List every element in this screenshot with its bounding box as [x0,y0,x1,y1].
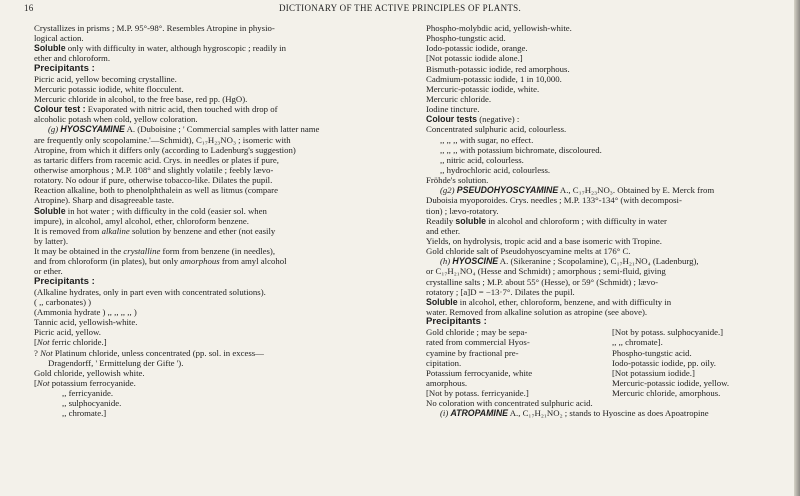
text-line: ( ,, carbonates) ) [34,296,92,307]
text-line: Colour test : Evaporated with nitric acid, then touched with drop of [34,104,278,115]
text-line: ,, sulphocyanide. [62,398,122,409]
text-line: alcoholic potash when cold, yellow coloration. [34,114,198,125]
text-line: ,, hydrochloric acid, colourless. [440,164,551,175]
right-column [426,23,786,418]
two-col-row: cyamine by fractional pre- Phospho-tungstic acid. [426,347,692,358]
text-line: ,, ferricyanide. [62,388,114,399]
text-line: Yields, on hydrolysis, tropic acid and a base isomeric with Tropine. [426,235,662,246]
text-line: Readily soluble in alcohol and chloroform ; with difficulty in water [426,215,667,226]
text-line: Soluble in alcohol, ether, chloroform, benzene, and with difficulty in [426,296,672,307]
text-line: ? Not Platinum chloride, unless concentrated (pp. sol. in excess— [34,347,264,358]
text-line: Soluble only with difficulty in water, although hygroscopic ; readily in [34,43,286,54]
soluble-label: Soluble [34,205,66,216]
entry-pseudohyoscyamine: (g2) PSEUDOHYOSCYAMINE A., C₁₇H₂₃NO₃. Obtained by E. Merck from [440,185,715,196]
text-line: otherwise amorphous ; M.P. 108° and slightly volatile ; feebly lævo- [34,164,274,175]
text-line: Dragendorff, ' Ermittelung der Gifte '). [48,357,184,368]
left-column [34,23,418,418]
text-line: [Not ferric chloride.] [34,337,107,348]
text-line: tion) ; lævo-rotatory. [426,205,499,216]
text-line: are frequently only scopolamine.'—Schmidt), C₁₇H₂₃NO₃ ; isomeric with [34,134,291,145]
page-header [24,3,776,17]
two-col-row: rated from commercial Hyos- ,, ,, chromate]. [426,337,663,348]
text-line: Iodine tincture. [426,104,480,115]
text-line: Iodo-potassic iodide, orange. [426,43,528,54]
precipitants-heading: Precipitants : [426,317,487,328]
entry-atropamine: (i) ATROPAMINE A., C₁₇H₂₁NO₂ ; stands to Hyoscine as does Apoatropine [440,408,709,419]
two-col-row: Gold chloride ; may be sepa- [Not by potass. sulphocyanide.] [426,327,724,338]
soluble-label: Soluble [34,43,66,54]
text-line: Soluble in hot water ; with difficulty in the cold (easier sol. when [34,205,267,216]
text-line: Bismuth-potassic iodide, red amorphous. [426,63,570,74]
text-line: Mercuric potassic iodide, white flocculent. [34,83,184,94]
text-line: ,, ,, ,, with sugar, no effect. [440,134,534,145]
text-line: It is removed from alkaline solution by benzene and ether (not easily [34,225,276,236]
text-line: Tannic acid, yellowish-white. [34,317,138,328]
precipitants-heading: Precipitants : [34,63,95,74]
text-line: [Not potassium ferrocyanide. [34,377,136,388]
precipitants-heading: Precipitants : [34,276,95,287]
text-line: ,, ,, ,, with potassium bichromate, discoloured. [440,144,602,155]
text-line: Reaction alkaline, both to phenolphthalein as well as litmus (compare [34,185,278,196]
text-line: No coloration with concentrated sulphuric acid. [426,398,593,409]
text-line: Mercuric chloride in alcohol, to the free base, red pp. (HgO). [34,93,248,104]
page-edge-shadow [794,0,800,496]
text-line: crystalline salts ; M.P. about 55° (Hesse), or 59° (Schmidt) ; lævo- [426,276,659,287]
text-line: Concentrated sulphuric acid, colourless. [426,124,567,135]
entry-hyoscyamine: (g) HYOSCYAMINE A. (Duboisine ; ' Commercial samples with latter name [48,124,320,135]
text-line: (Alkaline hydrates, only in part even with concentrated solutions). [34,286,266,297]
colour-test-label: Colour test : [34,104,86,115]
text-line: ,, chromate.] [62,408,107,419]
text-line: Duboisia myoporoides. Crys. needles ; M.P. 133°-134° (with decomposi- [426,195,682,206]
text-line: Fröhde's solution. [426,175,489,186]
text-line: Gold chloride, yellowish white. [34,367,145,378]
entry-title: ATROPAMINE [450,408,508,419]
text-line: Atropine, from which it differs only (according to Ladenburg's suggestion) [34,144,296,155]
soluble-label: Soluble [426,296,458,307]
text-line: Picric acid, yellow. [34,327,101,338]
text-line: rotatory. No odour if pure, otherwise tobacco-like. Dilates the pupil. [34,175,273,186]
text-line: It may be obtained in the crystalline form from benzene (in needles), [34,246,276,257]
two-col-row: Potassium ferrocyanide, white [Not potassium iodide.] [426,367,695,378]
entry-title: HYOSCYAMINE [60,124,125,135]
text-line: Crystallizes in prisms ; M.P. 95°-98°. Resembles Atropine in physio- [34,23,275,33]
text-line: ,, nitric acid, colourless. [440,154,524,165]
text-line: or C₁₇H₂₁NO₄ (Hesse and Schmidt) ; amorphous ; semi-fluid, giving [426,266,666,277]
two-col-row: cipitation. Iodo-potassic iodide, pp. oily. [426,357,716,368]
entry-title: HYOSCINE [452,256,499,267]
text-line: by latter). [34,235,69,246]
text-line: [Not potassic iodide alone.] [426,53,523,64]
soluble-label: soluble [455,215,487,226]
text-line: ether and chloroform. [34,53,111,64]
text-line: and from chloroform (in plates), but only amorphous from amyl alcohol [34,256,287,267]
two-col-row: [Not by potass. ferricyanide.] Mercuric chloride, amorphous. [426,388,721,399]
page-number: 16 [24,3,34,13]
text-line: and ether. [426,225,461,236]
text-line: Phospho-molybdic acid, yellowish-white. [426,23,572,33]
entry-hyoscine: (h) HYOSCINE A. (Sikeranine ; Scopolamine), C₁₇H₂₁NO₄ (Ladenburg), [440,256,699,267]
text-line: logical action. [34,33,84,44]
two-col-row: amorphous. Mercuric-potassic iodide, yellow. [426,377,730,388]
text-line: Phospho-tungstic acid. [426,33,506,44]
text-line: Mercuric-potassic iodide, white. [426,83,540,94]
text-line: Mercuric chloride. [426,93,492,104]
text-line: as tartaric differs from racemic acid. Crys. in needles or plates if pure, [34,154,279,165]
entry-title: PSEUDOHYOSCYAMINE [456,185,559,196]
text-line: Gold chloride salt of Pseudohyoscyamine melts at 176° C. [426,246,631,257]
text-line: (Ammonia hydrate ) ,, ,, ,, ,, ) [34,306,137,317]
text-line: Colour tests (negative) : [426,114,520,125]
text-line: Picric acid, yellow becoming crystalline. [34,73,177,84]
text-line: Atropine). Sharp and disagreeable taste. [34,195,174,206]
text-line: rotatory ; [a]D = −13·7°. Dilates the pupil. [426,286,575,297]
text-line: water. Removed from alkaline solution as atropine (see above). [426,306,648,317]
text-line: or ether. [34,266,63,277]
text-line: impure), in alcohol, amyl alcohol, ether, chloroform benzene. [34,215,249,226]
colour-tests-label: Colour tests [426,114,478,125]
running-title: DICTIONARY OF THE ACTIVE PRINCIPLES OF PLANTS. [278,3,522,13]
text-line: Cadmium-potassic iodide, 1 in 10,000. [426,73,562,84]
